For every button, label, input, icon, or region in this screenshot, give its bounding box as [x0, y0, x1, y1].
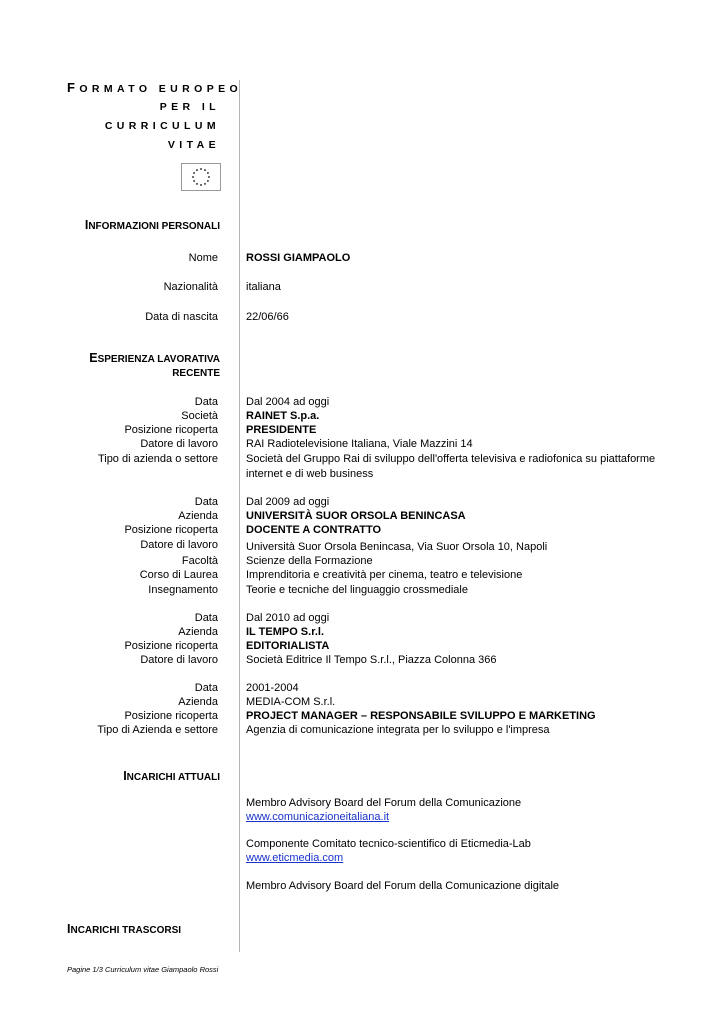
job1-value-company: RAINET S.p.a.	[246, 410, 320, 422]
current-role-1-link[interactable]: www.comunicazioneitaliana.it	[246, 811, 390, 823]
job2-value-degree: Imprenditoria e creatività per cinema, teatro e televisione	[246, 569, 523, 581]
section-past-roles: INCARICHI TRASCORSI	[67, 922, 182, 936]
job2-value-faculty: Scienze della Formazione	[246, 555, 373, 567]
job4-value-date: 2001-2004	[246, 682, 299, 694]
page-footer: Pagine 1/3 Curriculum vitae Giampaolo Rossi	[67, 965, 219, 974]
job1-value-sector-line2: internet e di web business	[246, 468, 374, 480]
column-divider	[239, 80, 240, 952]
current-role-3: Membro Advisory Board del Forum della Comunicazione digitale	[246, 880, 560, 892]
current-role-1: Membro Advisory Board del Forum della Comunicazione	[246, 797, 522, 809]
job3-label-company: Azienda	[178, 626, 218, 638]
job3-label-employer: Datore di lavoro	[140, 654, 218, 666]
section-personal-info: INFORMAZIONI PERSONALI	[84, 218, 220, 232]
job2-label-date: Data	[194, 496, 218, 508]
job4-label-sector: Tipo di Azienda e settore	[97, 724, 218, 736]
job2-label-teaching: Insegnamento	[148, 584, 218, 596]
job4-value-position: PROJECT MANAGER – RESPONSABILE SVILUPPO E MARKETING	[246, 710, 596, 722]
job3-value-date: Dal 2010 ad oggi	[246, 612, 330, 624]
job2-value-company: UNIVERSITÀ SUOR ORSOLA BENINCASA	[246, 510, 466, 522]
cv-title-rest: ORMATO EUROPEO	[79, 83, 243, 95]
job2-label-company: Azienda	[178, 510, 218, 522]
job2-value-employer: Università Suor Orsola Benincasa, Via Suor Orsola 10, Napoli	[246, 541, 548, 553]
job1-value-date: Dal 2004 ad oggi	[246, 396, 330, 408]
job2-value-date: Dal 2009 ad oggi	[246, 496, 330, 508]
job3-label-position: Posizione ricoperta	[124, 640, 218, 652]
job4-label-date: Data	[194, 682, 218, 694]
job4-label-company: Azienda	[178, 696, 218, 708]
cv-title-line4: VITAE	[167, 139, 220, 151]
current-role-2: Componente Comitato tecnico-scientifico di Eticmedia-Lab	[246, 838, 531, 850]
eu-flag-icon	[181, 163, 221, 191]
job2-label-position: Posizione ricoperta	[124, 524, 218, 536]
value-birth-date: 22/06/66	[246, 311, 289, 323]
cv-title-line3: CURRICULUM	[104, 120, 220, 132]
section-current-roles: INCARICHI ATTUALI	[123, 769, 220, 783]
job4-value-sector: Agenzia di comunicazione integrata per lo sviluppo e l'impresa	[246, 724, 550, 736]
job2-label-degree: Corso di Laurea	[139, 569, 218, 581]
job3-value-company: IL TEMPO S.r.l.	[246, 626, 325, 638]
job1-value-employer: RAI Radiotelevisione Italiana, Viale Mazzini 14	[246, 438, 473, 450]
job1-label-employer: Datore di lavoro	[140, 438, 218, 450]
job1-label-date: Data	[194, 396, 218, 408]
job3-label-date: Data	[194, 612, 218, 624]
job1-value-position: PRESIDENTE	[246, 424, 317, 436]
cv-title-line2: PER IL	[159, 101, 220, 113]
label-nationality: Nazionalità	[163, 281, 218, 293]
job1-label-sector: Tipo di azienda o settore	[97, 453, 218, 465]
job2-label-faculty: Facoltà	[181, 555, 218, 567]
label-birth-date: Data di nascita	[145, 311, 218, 323]
job1-label-company: Società	[181, 410, 218, 422]
job3-value-employer: Società Editrice Il Tempo S.r.l., Piazza Colonna 366	[246, 654, 497, 666]
label-name: Nome	[188, 252, 218, 264]
job3-value-position: EDITORIALISTA	[246, 640, 330, 652]
job2-value-position: DOCENTE A CONTRATTO	[246, 524, 382, 536]
current-role-2-link[interactable]: www.eticmedia.com	[246, 852, 344, 864]
value-name: ROSSI GIAMPAOLO	[246, 252, 351, 264]
job2-value-teaching: Teorie e tecniche del linguaggio crossmediale	[246, 584, 468, 596]
section-work-experience: ESPERIENZA LAVORATIVA	[89, 351, 220, 365]
value-nationality: italiana	[246, 281, 281, 293]
cv-title	[67, 80, 242, 95]
job4-value-company: MEDIA-COM S.r.l.	[246, 696, 336, 708]
cv-title-initial: F	[67, 80, 80, 95]
job1-label-position: Posizione ricoperta	[124, 424, 218, 436]
section-work-experience-line2: RECENTE	[172, 368, 220, 379]
job4-label-position: Posizione ricoperta	[124, 710, 218, 722]
job1-value-sector: Società del Gruppo Rai di sviluppo dell'offerta televisiva e radiofonica su piattaforme	[246, 453, 656, 465]
job2-label-employer: Datore di lavoro	[140, 539, 218, 551]
